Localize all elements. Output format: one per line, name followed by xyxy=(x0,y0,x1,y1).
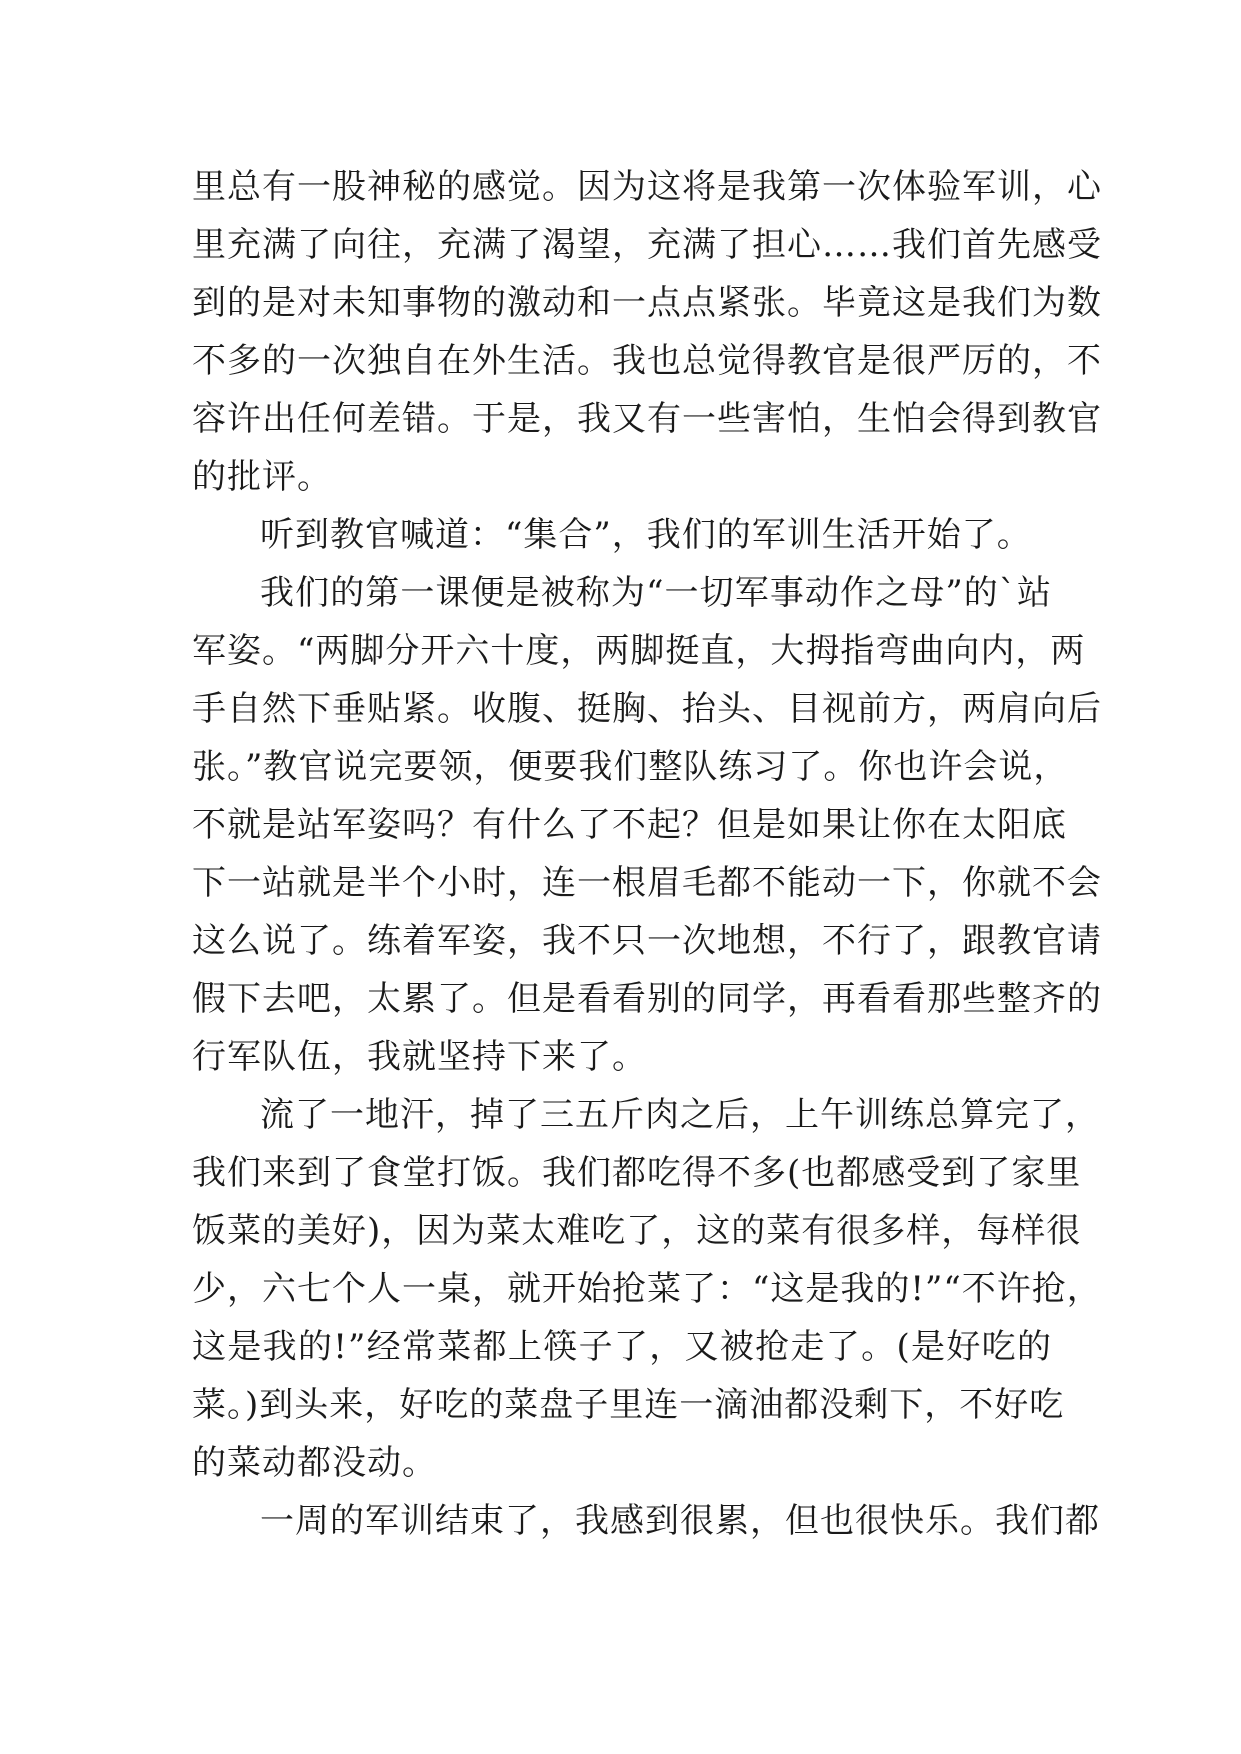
text-line: 这是我的!”经常菜都上筷子了，又被抢走了。(是好吃的 xyxy=(192,1327,1052,1367)
text-line: 听到教官喊道：“集合”，我们的军训生活开始了。 xyxy=(260,515,1032,555)
text-line: 到的是对未知事物的激动和一点点紧张。毕竟这是我们为数 xyxy=(192,283,1102,323)
text-line: 不多的一次独自在外生活。我也总觉得教官是很严厉的，不 xyxy=(192,341,1102,381)
text-line: 张。”教官说完要领，便要我们整队练习了。你也许会说， xyxy=(192,747,1069,787)
paragraph-5 xyxy=(192,1492,1100,1550)
text-line: 行军队伍，我就坚持下来了。 xyxy=(192,1037,647,1077)
paragraph-3 xyxy=(192,564,1102,1086)
paragraph-2 xyxy=(192,506,1052,564)
paragraph-1 xyxy=(192,158,1102,506)
text-line: 我们来到了食堂打饭。我们都吃得不多(也都感受到了家里 xyxy=(192,1153,1082,1193)
text-line: 里总有一股神秘的感觉。因为这将是我第一次体验军训，心 xyxy=(192,167,1102,207)
text-line: 假下去吧，太累了。但是看看别的同学，再看看那些整齐的 xyxy=(192,979,1102,1019)
text-line: 下一站就是半个小时，连一根眉毛都不能动一下，你就不会 xyxy=(192,863,1102,903)
text-line: 饭菜的美好)，因为菜太难吃了，这的菜有很多样，每样很 xyxy=(192,1211,1082,1251)
text-line: 流了一地汗，掉了三五斤肉之后，上午训练总算完了， xyxy=(260,1095,1100,1135)
text-line: 这么说了。练着军姿，我不只一次地想，不行了，跟教官请 xyxy=(192,921,1102,961)
text-line: 手自然下垂贴紧。收腹、挺胸、抬头、目视前方，两肩向后 xyxy=(192,689,1102,729)
text-line: 我们的第一课便是被称为“一切军事动作之母”的`站 xyxy=(260,573,1052,613)
text-line: 里充满了向往，充满了渴望，充满了担心……我们首先感受 xyxy=(192,225,1102,265)
text-line: 军姿。“两脚分开六十度，两脚挺直，大拇指弯曲向内，两 xyxy=(192,631,1086,671)
text-line: 一周的军训结束了，我感到很累，但也很快乐。我们都 xyxy=(260,1501,1100,1541)
text-line: 的菜动都没动。 xyxy=(192,1443,437,1483)
body-text xyxy=(192,158,1102,1550)
text-line: 菜。)到头来，好吃的菜盘子里连一滴油都没剩下，不好吃 xyxy=(192,1385,1065,1425)
text-line: 不就是站军姿吗？有什么了不起？但是如果让你在太阳底 xyxy=(192,805,1067,845)
paragraph-4 xyxy=(192,1086,1102,1492)
text-line: 少，六七个人一桌，就开始抢菜了：“这是我的!”“不许抢， xyxy=(192,1269,1102,1309)
text-line: 的批评。 xyxy=(192,457,332,497)
text-line: 容许出任何差错。于是，我又有一些害怕，生怕会得到教官 xyxy=(192,399,1102,439)
